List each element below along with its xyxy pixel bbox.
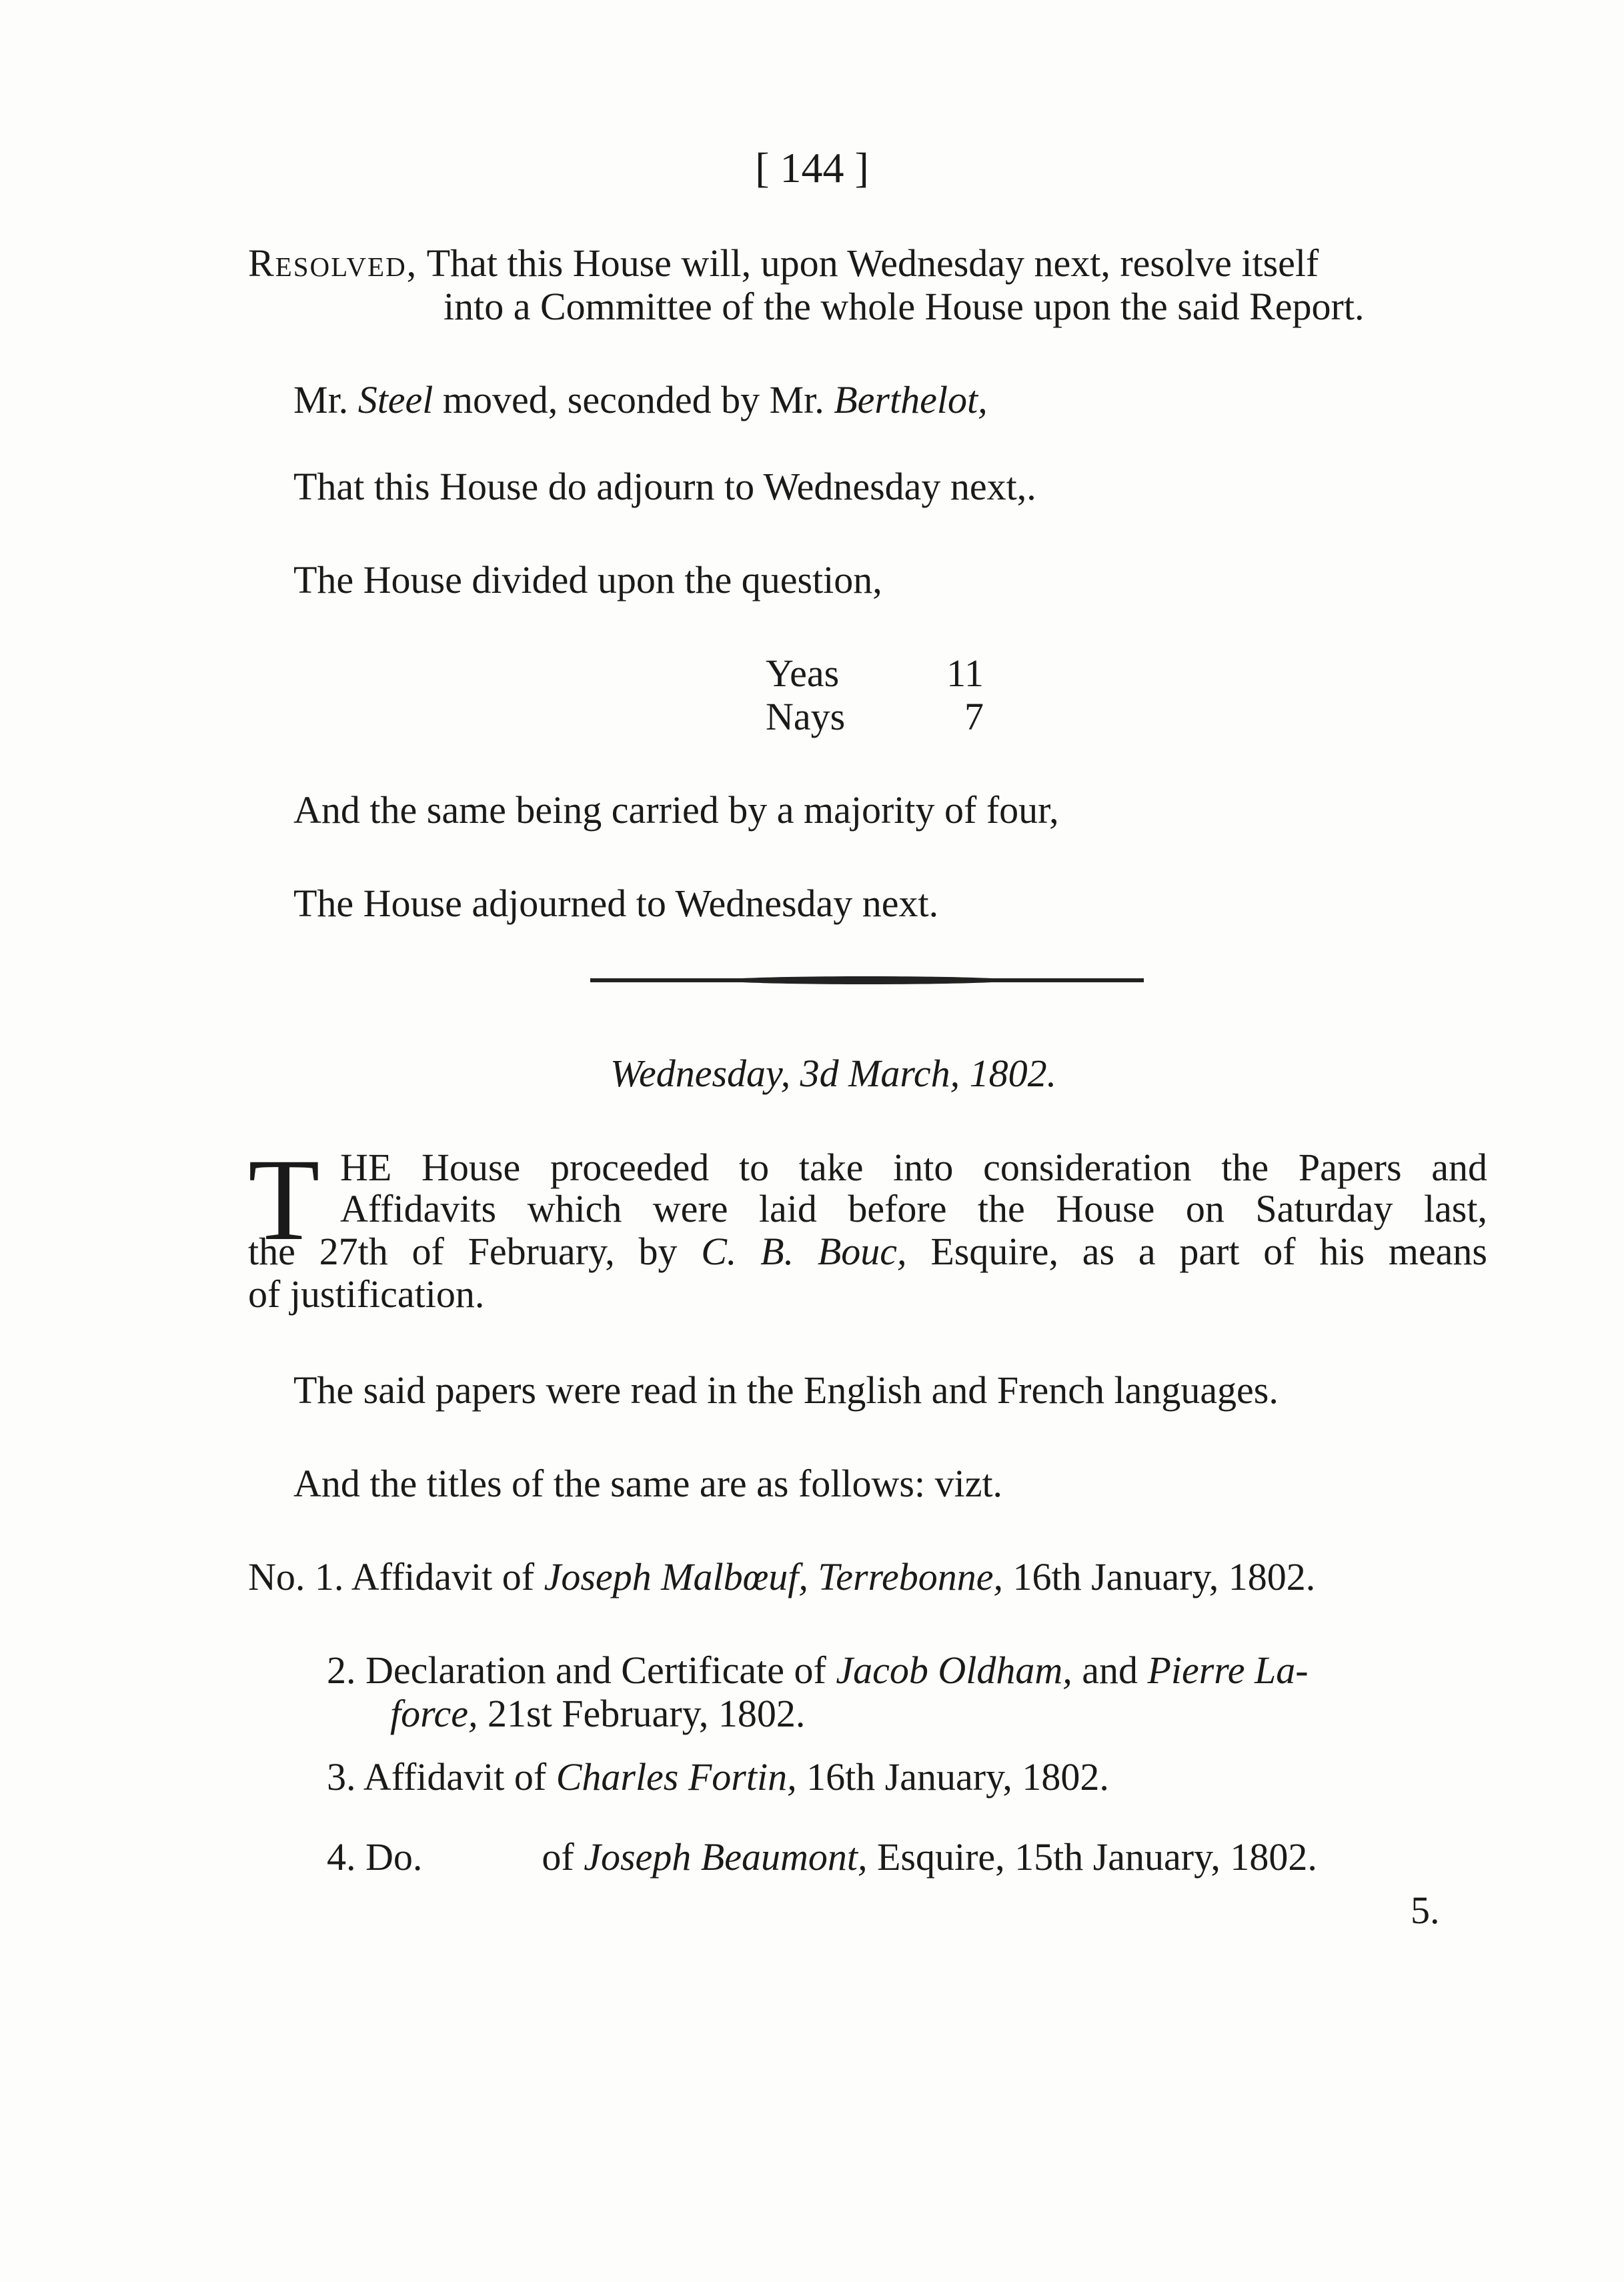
item-number: 3. xyxy=(327,1755,356,1799)
proceeding-line-3 xyxy=(248,1231,1487,1272)
motion-prefix: Mr. xyxy=(293,378,349,421)
proceeding-line-4: of justification. xyxy=(248,1272,485,1316)
item-mid: and xyxy=(1082,1648,1138,1692)
catchword: 5. xyxy=(1411,1889,1440,1932)
list-item xyxy=(327,1834,1317,1881)
section-divider xyxy=(590,975,1144,986)
list-item xyxy=(248,1554,1315,1600)
list-item-continuation xyxy=(390,1690,805,1737)
resolved-lead: Resolved, xyxy=(248,241,418,285)
item-post: 16th January, 1802. xyxy=(806,1755,1109,1799)
item-cont-post: 21st February, 1802. xyxy=(488,1692,806,1735)
item-pre-2: of xyxy=(542,1835,574,1879)
date-heading: Wednesday, 3d March, 1802. xyxy=(610,1052,1057,1095)
titles-intro-line: And the titles of the same are as follows: vizt. xyxy=(293,1462,1003,1505)
seconder-name: Berthelot, xyxy=(834,378,988,421)
item-name: Charles Fortin, xyxy=(556,1755,797,1799)
item-name: Joseph Malbœuf, Terrebonne, xyxy=(544,1555,1004,1598)
resolved-text-1: That this House will, upon Wednesday next, resolve itself xyxy=(426,241,1319,285)
nays-value: 7 xyxy=(964,695,984,738)
list-item xyxy=(327,1647,1309,1694)
read-languages-line: The said papers were read in the English and French languages. xyxy=(293,1368,1279,1412)
item-pre: Affidavit of xyxy=(363,1755,547,1799)
item-number: 2. xyxy=(327,1648,356,1692)
page-number: [ 144 ] xyxy=(755,144,869,191)
item-number: No. 1. xyxy=(248,1555,344,1598)
nays-label: Nays xyxy=(766,695,846,738)
motion-mid: moved, seconded by Mr. xyxy=(442,378,824,421)
item-name: Jacob Oldham, xyxy=(836,1648,1072,1692)
yeas-label: Yeas xyxy=(766,652,840,695)
bouc-name: C. B. Bouc, xyxy=(701,1230,907,1273)
list-item xyxy=(327,1754,1109,1801)
item-pre: Do. xyxy=(365,1835,423,1879)
carried-line: And the same being carried by a majority of four, xyxy=(293,788,1059,832)
proceeding-line-1: HE House proceeded to take into consideration the Papers and xyxy=(340,1146,1487,1189)
drop-cap: T xyxy=(248,1135,320,1265)
resolved-line-2: into a Committee of the whole House upon the said Report. xyxy=(444,285,1365,328)
mover-name: Steel xyxy=(357,378,434,421)
item-post: 16th January, 1802. xyxy=(1012,1555,1316,1598)
item-pre: Affidavit of xyxy=(351,1555,535,1598)
resolved-line-1 xyxy=(248,240,1319,287)
item-name-2: Pierre La- xyxy=(1147,1648,1309,1692)
adjourned-line: The House adjourned to Wednesday next. xyxy=(293,882,939,925)
divided-line: The House divided upon the question, xyxy=(293,558,882,602)
item-pre: Declaration and Certificate of xyxy=(365,1648,826,1692)
item-number: 4. xyxy=(327,1835,356,1879)
proceeding-line-3-a: the 27th of February, by xyxy=(248,1230,678,1273)
yeas-value: 11 xyxy=(946,652,984,695)
item-name: Joseph Beaumont, xyxy=(584,1835,868,1879)
proceeding-line-3-b: Esquire, as a part of his means xyxy=(930,1230,1487,1273)
item-post: Esquire, 15th January, 1802. xyxy=(876,1835,1317,1879)
item-cont-name: force, xyxy=(390,1692,478,1735)
proceeding-line-2: Affidavits which were laid before the House on Saturday last, xyxy=(340,1187,1487,1230)
adjourn-motion: That this House do adjourn to Wednesday next,. xyxy=(293,465,1036,508)
motion-line xyxy=(293,377,988,423)
